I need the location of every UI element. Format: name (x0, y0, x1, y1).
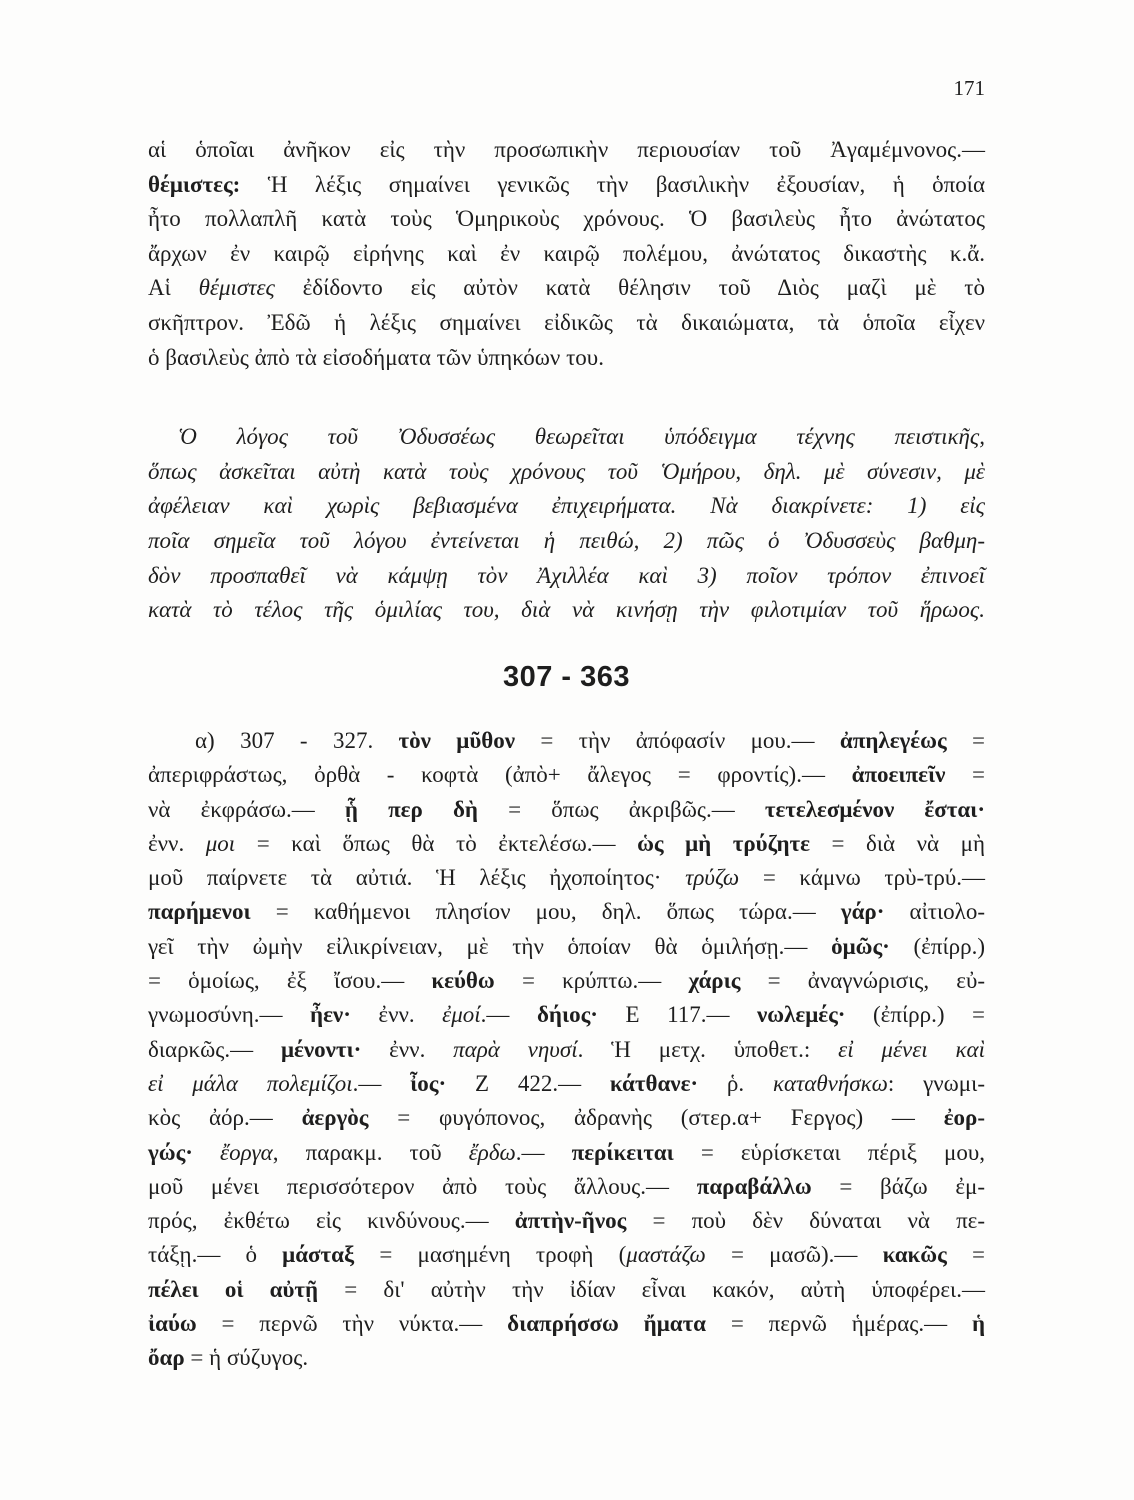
text-run: Ε 117.— (597, 1002, 758, 1028)
text-run: = ποὺ δὲν δύναται νὰ πε- (626, 1208, 985, 1234)
text-run: (ἐπίρρ.) = (845, 1002, 986, 1028)
italic-text: θέμιστες (198, 275, 275, 301)
italic-text: ἐμοί (442, 1002, 481, 1028)
text-line (148, 271, 985, 306)
bold-term: γώς· (148, 1139, 193, 1165)
text-run: = διὰ νὰ μὴ (809, 830, 986, 856)
italic-text: ὅπως ἀσκεῖται αὐτὴ κατὰ τοὺς χρόνους τοῦ Ὁμήρου, δηλ. μὲ σύνεσιν, μὲ (148, 458, 985, 484)
italic-text: κατὰ τὸ τέλος τῆς ὁμιλίας του, διὰ νὰ κινήσῃ τὴν φιλοτιμίαν τοῦ ἥρωος. (148, 597, 985, 623)
bold-term: ἦεν· (310, 1002, 351, 1028)
text-line (148, 793, 985, 827)
text-line (148, 1136, 985, 1170)
text-run: = περνῶ ἡμέρας.— (706, 1311, 972, 1337)
text-run: σκῆπτρον. Ἐδῶ ἡ λέξις σημαίνει εἰδικῶς τὰ δικαιώματα, τὰ ὁποῖα εἶχεν (148, 309, 985, 335)
text-run: = ἀναγνώρισις, εὐ- (740, 968, 986, 994)
text-run: αἰτιολο- (884, 899, 985, 925)
bold-term: διαπρήσσω ἤματα (507, 1311, 707, 1337)
text-run: (ἐπίρρ.) (889, 933, 985, 959)
bold-term: ἀποειπεῖν (851, 762, 946, 788)
text-run: = φυγόπονος, ἀδρανὴς (στερ.α+ Ϝεργος) — (368, 1105, 944, 1131)
text-run: = καθήμενοι πλησίον μου, δηλ. ὅπως τώρα.— (250, 899, 841, 925)
text-run: α) 307 - 327. (195, 728, 399, 753)
text-run: = ἡ σύζυγος. (184, 1345, 309, 1371)
text-line (148, 168, 985, 203)
text-line (148, 1273, 985, 1307)
text-line (148, 930, 985, 964)
bold-term: ἐορ- (943, 1105, 985, 1131)
text-run: , παρακμ. τοῦ (272, 1139, 469, 1165)
text-run: = ὅπως ἀκριβῶς.— (477, 796, 765, 822)
bold-term: μένοντι· (280, 1036, 362, 1062)
italic-text: τρύζω (685, 865, 740, 891)
text-line (148, 593, 985, 628)
text-line (148, 1067, 985, 1101)
text-run: = βάζω ἐμ- (811, 1173, 986, 1199)
section-heading: 307 - 363 (502, 661, 631, 693)
italic-text: Ὁ λόγος τοῦ Ὀδυσσέως θεωρεῖται ὑπόδειγμα τέχνης πειστικῆς, (178, 424, 985, 449)
text-line (148, 861, 985, 895)
text-run: ἐνν. (350, 1002, 443, 1028)
text-run: = καὶ ὅπως θὰ τὸ ἐκτελέσω.— (235, 830, 638, 856)
bold-term: ἶος· (410, 1070, 447, 1096)
exercise-paragraph (148, 420, 985, 628)
italic-text: εἰ μένει καὶ (838, 1036, 986, 1062)
text-run: αἱ ὁποῖαι ἀνῆκον εἰς τὴν προσωπικὴν περιουσίαν τοῦ Ἀγαμέμνονος.— (148, 137, 985, 162)
text-run: διαρκῶς.— (148, 1036, 281, 1062)
bold-term: ὁμῶς· (831, 933, 890, 959)
bold-term: περίκειται (571, 1139, 674, 1165)
italic-text: μαστάζω (626, 1242, 706, 1268)
text-line (148, 202, 985, 237)
text-run: τάξῃ.— ὁ (148, 1242, 283, 1268)
page-number: 171 (953, 76, 985, 100)
text-line (148, 420, 985, 455)
bold-term: ἀπηλεγέως (839, 728, 947, 753)
text-line (148, 237, 985, 272)
text-line (148, 1170, 985, 1204)
text-run: κὸς ἀόρ.— (148, 1105, 302, 1131)
text-run: μοῦ μένει περισσότερον ἀπὸ τοὺς ἄλλους.— (148, 1173, 697, 1199)
text-run: = εὑρίσκεται πέριξ μου, (673, 1139, 986, 1165)
text-run: . Ἡ μετχ. ὑποθετ.: (577, 1036, 839, 1062)
italic-text: ἔρδω (468, 1139, 516, 1165)
bold-term: δήιος· (536, 1002, 598, 1028)
text-line (148, 1307, 985, 1341)
text-line (148, 827, 985, 861)
text-run: .— (515, 1139, 572, 1165)
text-line (148, 341, 985, 376)
text-run: = (946, 1242, 985, 1268)
text-run: ὁ βασιλεὺς ἀπὸ τὰ εἰσοδήματα τῶν ὑπηκόων του. (148, 344, 604, 370)
bold-term: ἰαύω (148, 1311, 197, 1337)
bold-term: νωλεμές· (757, 1002, 846, 1028)
text-line (148, 964, 985, 998)
text-run: νὰ ἐκφράσω.— (148, 796, 345, 822)
text-run: ἐνν. (148, 830, 206, 856)
text-run: Ἡ λέξις σημαίνει γενικῶς τὴν βασιλικὴν ἐξουσίαν, ἡ ὁποία (240, 171, 985, 197)
text-line (148, 1101, 985, 1135)
text-line (148, 998, 985, 1032)
text-run: ἐνν. (361, 1036, 454, 1062)
italic-text: εἰ μάλα πολεμίζοι (148, 1070, 353, 1096)
italic-text: ποῖα σημεῖα τοῦ λόγου ἐντείνεται ἡ πειθώ, 2) πῶς ὁ Ὀδυσσεὺς βαθμη- (148, 528, 985, 554)
text-line (148, 1341, 985, 1375)
text-line (148, 1033, 985, 1067)
text-run: = τὴν ἀπόφασίν μου.— (515, 728, 840, 753)
text-run: = ὁμοίως, ἐξ ἴσου.— (148, 968, 432, 994)
text-run: = κρύπτω.— (494, 968, 689, 994)
text-line (148, 559, 985, 594)
italic-text: καταθνήσκω (772, 1070, 888, 1096)
text-line (148, 524, 985, 559)
text-line (148, 1204, 985, 1238)
italic-text: μοι (205, 830, 236, 856)
text-run: γνωμοσύνη.— (148, 1002, 311, 1028)
text-run: .— (480, 1002, 537, 1028)
bold-term: κακῶς (882, 1242, 947, 1268)
text-run: μοῦ παίρνετε τὰ αὐτιά. Ἡ λέξις ἠχοποίητος· (148, 865, 686, 891)
italic-text: ἀφέλειαν καὶ χωρὶς βεβιασμένα ἐπιχειρήματα. Νὰ διακρίνετε: 1) εἰς (148, 493, 985, 519)
bold-term: κάτθανε· (609, 1070, 699, 1096)
text-line (148, 133, 985, 168)
bold-term: ᾗ περ δὴ (344, 796, 478, 822)
text-line (148, 455, 985, 490)
text-run: = μασημένη τροφὴ ( (354, 1242, 627, 1268)
text-run: = (946, 728, 985, 753)
text-line (148, 724, 985, 758)
text-run: ἀπεριφράστως, ὀρθὰ - κοφτὰ (ἀπὸ+ ἄλεγος = φροντίς).— (148, 762, 852, 788)
text-run: γεῖ τὴν ὠμὴν εἰλικρίνειαν, μὲ τὴν ὁποίαν θὰ ὁμιλήσῃ.— (148, 933, 832, 959)
text-line (148, 489, 985, 524)
bold-term: ἀπτὴν-ῆνος (514, 1208, 627, 1234)
bold-term: τετελεσμένον ἔσται· (764, 796, 985, 822)
bold-term: ὄαρ (148, 1345, 185, 1371)
text-line (148, 306, 985, 341)
text-run: = περνῶ τὴν νύκτα.— (196, 1311, 508, 1337)
text-run: πρός, ἐκθέτω εἰς κινδύνους.— (148, 1208, 515, 1234)
bold-term: πέλει οἱ αὐτῇ (148, 1276, 319, 1302)
text-run: ἐδίδοντο εἰς αὐτὸν κατὰ θέλησιν τοῦ Διὸς μαζὶ μὲ τὸ (274, 275, 985, 301)
text-run: Αἱ (148, 275, 199, 301)
text-line (148, 895, 985, 929)
bold-term: ὡς μὴ τρύζητε (637, 830, 810, 856)
text-run: = (945, 762, 985, 788)
text-run: .— (352, 1070, 411, 1096)
bold-term: γάρ· (840, 899, 885, 925)
text-line (148, 1238, 985, 1272)
italic-text: παρὰ νηυσί (453, 1036, 578, 1062)
bold-term: θέμιστες: (148, 171, 241, 197)
text-run: = μασῶ).— (705, 1242, 883, 1268)
text-line (148, 758, 985, 792)
italic-text: ἔοργα (192, 1139, 273, 1165)
text-run: Ζ 422.— (446, 1070, 610, 1096)
text-run: ἦτο πολλαπλῆ κατὰ τοὺς Ὁμηρικοὺς χρόνους. Ὁ βασιλεὺς ἦτο ἀνώτατος (148, 206, 985, 232)
glossary-paragraph (148, 724, 985, 1376)
text-run: = κάμνω τρὺ-τρύ.— (739, 865, 985, 891)
commentary-paragraph (148, 133, 985, 375)
bold-term: ἀεργὸς (301, 1105, 369, 1131)
italic-text: δὸν προσπαθεῖ νὰ κάμψῃ τὸν Ἀχιλλέα καὶ 3) ποῖον τρόπον ἐπινοεῖ (148, 562, 985, 588)
text-run: : γνωμι- (887, 1070, 985, 1096)
bold-term: χάρις (688, 968, 741, 994)
text-run: ῥ. (698, 1070, 773, 1096)
bold-term: κεύθω (431, 968, 495, 994)
text-run: ἄρχων ἐν καιρῷ εἰρήνης καὶ ἐν καιρῷ πολέμου, ἀνώτατος δικαστὴς κ.ἄ. (148, 240, 985, 266)
bold-term: παραβάλλω (696, 1173, 812, 1199)
bold-term: μάσταξ (282, 1242, 355, 1268)
bold-term: ἡ (971, 1311, 985, 1337)
bold-term: παρήμενοι (148, 899, 251, 925)
bold-term: τὸν μῦθον (398, 728, 516, 753)
text-run: = δι' αὐτὴν τὴν ἰδίαν εἶναι κακόν, αὐτὴ ὑποφέρει.— (318, 1276, 985, 1302)
